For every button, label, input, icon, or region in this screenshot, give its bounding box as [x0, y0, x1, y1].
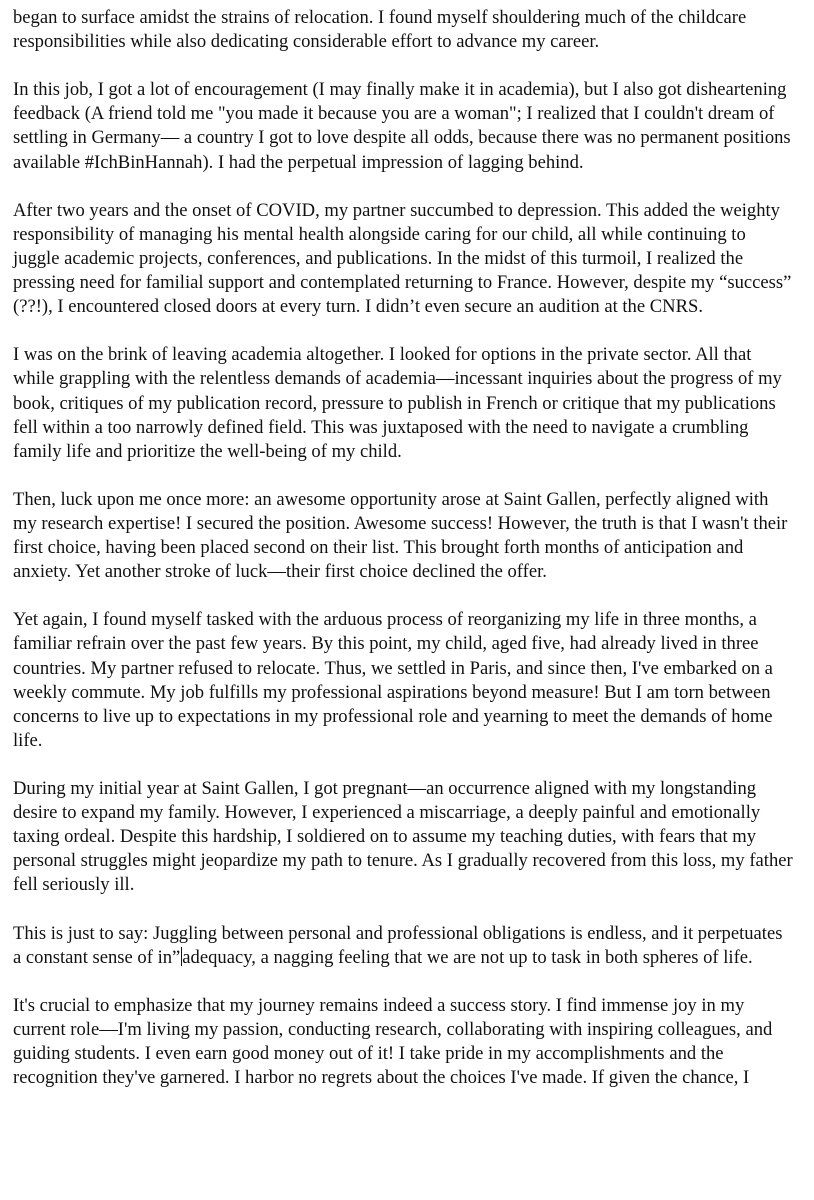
paragraph-leaving-academia: I was on the brink of leaving academia altogether. I looked for options in the private sector. All that while grappling with the relentless demands of academia—incessant inquiries about the progress of my book, critiques of my publication record, pressure to publish in French or critique that my publications fell within a too narrowly defined field. This was juxtaposed with the need to navigate a crumbling family life and prioritize the well-being of my child. — [13, 344, 782, 462]
paragraph-juggling — [13, 922, 793, 970]
paragraph-covid: After two years and the onset of COVID, my partner succumbed to depression. This added the weighty responsibility of managing his mental health alongside caring for our child, all while continuing to juggle academic projects, conferences, and publications. In the midst of this turmoil, I realized the pressing need for familial support and contemplated returning to France. However, despite my “success” (??!), I encountered closed doors at every turn. I didn’t even secure an audition at the CNRS. — [13, 199, 792, 318]
paragraph-initial-year: During my initial year at Saint Gallen, I got pregnant—an occurrence aligned with my longstanding desire to expand my family. However, I experienced a miscarriage, a deeply painful and emotionally taxing ordeal. Despite this hardship, I soldiered on to assume my teaching duties, with fears that my personal struggles might jeopardize my path to tenure. As I gradually recovered from this loss, my father fell seriously ill. — [13, 778, 793, 896]
paragraph-relocation: began to surface amidst the strains of relocation. I found myself shouldering much of the childcare responsibilities while also dedicating considerable effort to advance my career. — [13, 7, 747, 53]
paragraph-saint-gallen-opportunity: Then, luck upon me once more: an awesome opportunity arose at Saint Gallen, perfectly aligned with my research expertise! I secured the position. Awesome success! However, the truth is that I wasn't their first choice, having been placed second on their list. This brought forth months of anticipation and anxiety. Yet another stroke of luck—their first choice declined the offer. — [13, 488, 788, 583]
paragraph-reorganizing-life: Yet again, I found myself tasked with the arduous process of reorganizing my life in three months, a familiar refrain over the past few years. By this point, my child, aged five, had already lived in three countries. My partner refused to relocate. Thus, we settled in Paris, and since then, I've embarked on a weekly commute. My job fulfills my professional aspirations beyond measure! But I am torn between concerns to live up to expectations in my professional role and yearning to meet the demands of home life. — [13, 609, 773, 751]
text-after-caret: adequacy, a nagging feeling that we are not up to task in both spheres of life. — [182, 946, 753, 968]
paragraph-success-story: It's crucial to emphasize that my journey remains indeed a success story. I find immense joy in my current role—I'm living my passion, conducting research, collaborating with inspiring colleagues, and guiding students. I even earn good money out of it! I take pride in my accomplishments and the recognition they've garnered. I harbor no regrets about the choices I've made. If given the chance, I — [13, 994, 773, 1089]
text-before-caret: This is just to say: Juggling between personal and professional obligations is endless, and it perpetuates a constant sense of in” — [13, 922, 783, 968]
paragraph-encouragement: In this job, I got a lot of encouragement (I may finally make it in academia), but I also got disheartening feedback (A friend told me "you made it because you are a woman"; I realized that I couldn't dream of settling in Germany— a country I got to love despite all odds, because there was no permanent positions available #IchBinHannah). I had the perpetual impression of lagging behind. — [13, 79, 791, 173]
document-body[interactable] — [13, 6, 793, 1114]
